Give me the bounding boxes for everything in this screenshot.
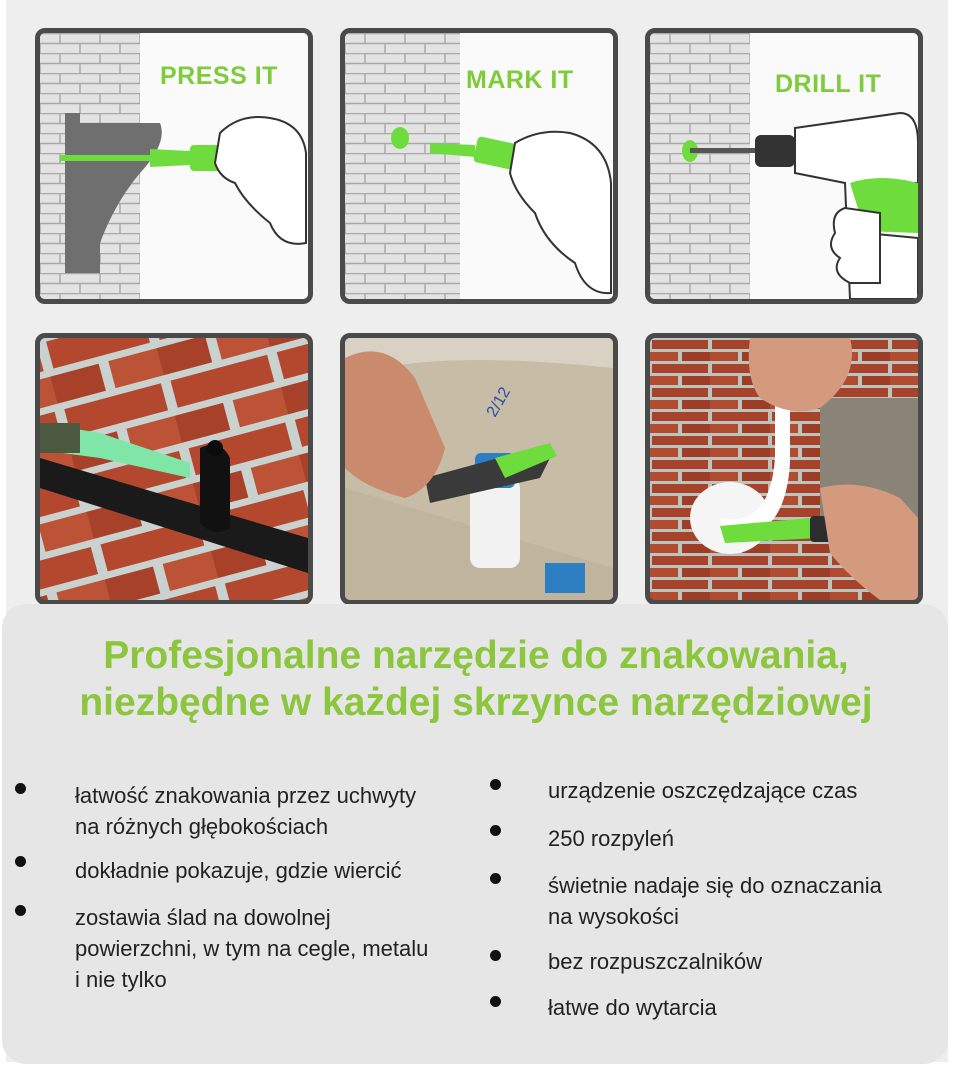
feature-right-5-line-1: łatwe do wytarcia [548,995,717,1020]
feature-right-4 [548,946,762,977]
feature-left-1-line-2: na różnych głębokościach [75,814,329,839]
feature-right-3-line-1: świetnie nadaje się do oznaczania [548,873,882,898]
step-label-mark: MARK IT [466,66,574,94]
feature-right-4-line-1: bez rozpuszczalników [548,949,762,974]
headline-line-2: niezbędne w każdej skrzynce narzędziowej [79,681,873,724]
feature-left-3 [75,902,428,995]
feature-right-2-line-1: 250 rozpyleń [548,826,674,851]
feature-left-3-line-2: powierzchni, w tym na cegle, metalu [75,936,429,961]
towel-rail-photo [645,333,923,605]
headline [0,632,952,726]
pipe-clip-photo [35,333,313,605]
bullet-right-4 [490,950,501,961]
step-label-press: PRESS IT [160,62,278,90]
feature-left-3-line-3: i nie tylko [75,967,167,992]
toilet-cistern-photo [340,333,618,605]
bullet-right-5 [490,996,501,1007]
feature-left-1-line-1: łatwość znakowania przez uchwyty [75,783,417,808]
bullet-left-1 [15,783,26,794]
svg-text:2/12: 2/12 [483,384,515,420]
towel-rail-image [650,338,918,600]
bullet-right-3 [490,873,501,884]
feature-right-1-line-1: urządzenie oszczędzające czas [548,778,858,803]
bullet-right-1 [490,779,501,790]
headline-line-1: Profesjonalne narzędzie do znakowania, [103,634,849,677]
bullet-left-3 [15,905,26,916]
feature-left-1 [75,780,416,842]
feature-right-2 [548,823,674,854]
feature-left-2 [75,855,402,886]
bullet-right-2 [490,825,501,836]
feature-left-2-line-1: dokładnie pokazuje, gdzie wiercić [75,858,402,883]
feature-left-3-line-1: zostawia ślad na dowolnej [75,905,331,930]
step-label-drill: DRILL IT [775,70,882,98]
pipe-clip-image [40,338,308,600]
bullet-left-2 [15,856,26,867]
feature-right-3-line-2: na wysokości [548,904,679,929]
toilet-cistern-image [345,338,613,600]
feature-right-5 [548,992,717,1023]
feature-right-1 [548,775,857,806]
feature-right-3 [548,870,882,932]
